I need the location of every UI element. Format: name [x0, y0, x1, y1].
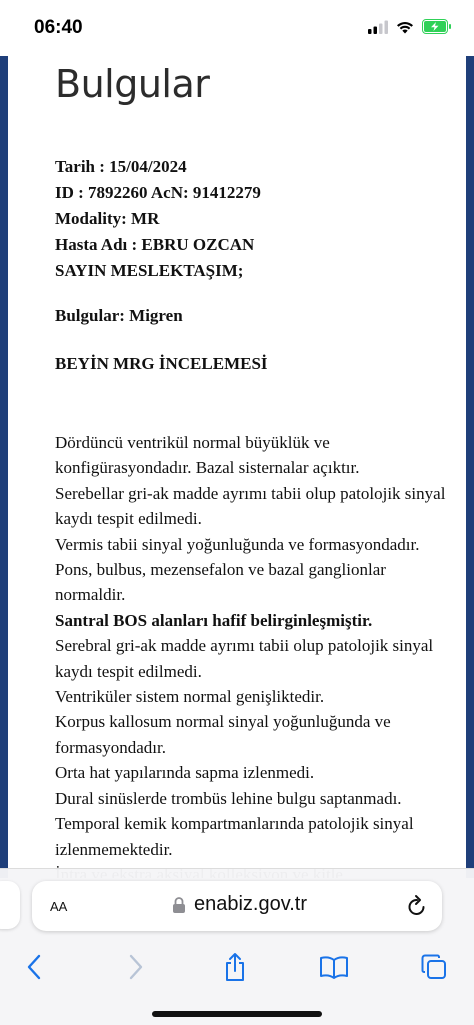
tabs-icon — [421, 954, 447, 980]
lock-icon — [172, 896, 186, 914]
meta-id: ID : 7892260 AcN: 91412279 — [55, 183, 261, 202]
bookmarks-button[interactable] — [314, 947, 354, 987]
text-size-button[interactable] — [50, 895, 67, 916]
status-time: 06:40 — [34, 17, 83, 38]
cellular-signal-icon — [368, 20, 388, 34]
share-icon — [223, 952, 247, 982]
report-line: Dural sinüslerde trombüs lehine bulgu saptanmadı. — [55, 788, 402, 808]
exam-title: BEYİN MRG İNCELEMESİ — [55, 354, 268, 373]
reload-icon[interactable] — [406, 894, 428, 918]
report-body — [55, 430, 455, 878]
tabs-button[interactable] — [414, 947, 454, 987]
meta-salutation: SAYIN MESLEKTAŞIM; — [55, 261, 244, 280]
report-line: Korpus kallosum normal sinyal yoğunluğunda ve formasyondadır. — [55, 712, 391, 757]
previous-tab-preview[interactable] — [0, 881, 20, 929]
report-line: Serebellar gri-ak madde ayrımı tabii olup patolojik sinyal kaydı tespit edilmedi. — [55, 483, 446, 529]
report-line: Ventriküler sistem normal genişliktedir. — [55, 687, 325, 707]
bookmarks-icon — [319, 955, 349, 979]
text-size-label: AA — [50, 899, 68, 914]
battery-charging-icon — [422, 19, 452, 34]
browser-bottom-bar — [0, 868, 474, 1025]
home-indicator — [152, 1011, 322, 1017]
right-side-bar — [466, 56, 474, 878]
back-icon — [26, 954, 42, 980]
forward-button[interactable] — [116, 947, 156, 987]
meta-patient-name: Hasta Adı : EBRU OZCAN — [55, 235, 255, 254]
back-button[interactable] — [14, 947, 54, 987]
report-line: Vermis tabii sinyal yoğunluğunda ve formasyondadır. — [55, 534, 420, 554]
findings-summary: Bulgular: Migren — [55, 306, 183, 325]
left-side-bar — [0, 56, 8, 878]
meta-modality: Modality: MR — [55, 209, 160, 228]
meta-date: Tarih : 15/04/2024 — [55, 157, 187, 176]
web-content[interactable] — [0, 56, 474, 878]
forward-icon — [128, 954, 144, 980]
report-line-highlight: Santral BOS alanları hafif belirginleşmiştir. — [55, 610, 373, 630]
page-title: Bulgular — [55, 62, 210, 106]
status-icons — [368, 19, 452, 34]
address-bar[interactable] — [32, 881, 442, 931]
status-bar — [0, 0, 474, 56]
wifi-icon — [396, 20, 414, 34]
share-button[interactable] — [215, 947, 255, 987]
report-line: Temporal kemik kompartmanlarında patolojik sinyal izlenmemektedir. — [55, 814, 414, 859]
report-line: Dördüncü ventrikül normal büyüklük ve konfigürasyondadır. Bazal sisternalar açıktır. — [55, 433, 360, 478]
report-line: Pons, bulbus, mezensefalon ve bazal ganglionlar normaldir. — [55, 560, 386, 605]
url-text: enabiz.gov.tr — [194, 893, 308, 915]
report-line: Orta hat yapılarında sapma izlenmedi. — [55, 763, 315, 783]
browser-toolbar — [0, 947, 474, 987]
report-line: Serebral gri-ak madde ayrımı tabii olup patolojik sinyal kaydı tespit edilmedi. — [55, 636, 434, 681]
report-meta — [55, 154, 261, 284]
